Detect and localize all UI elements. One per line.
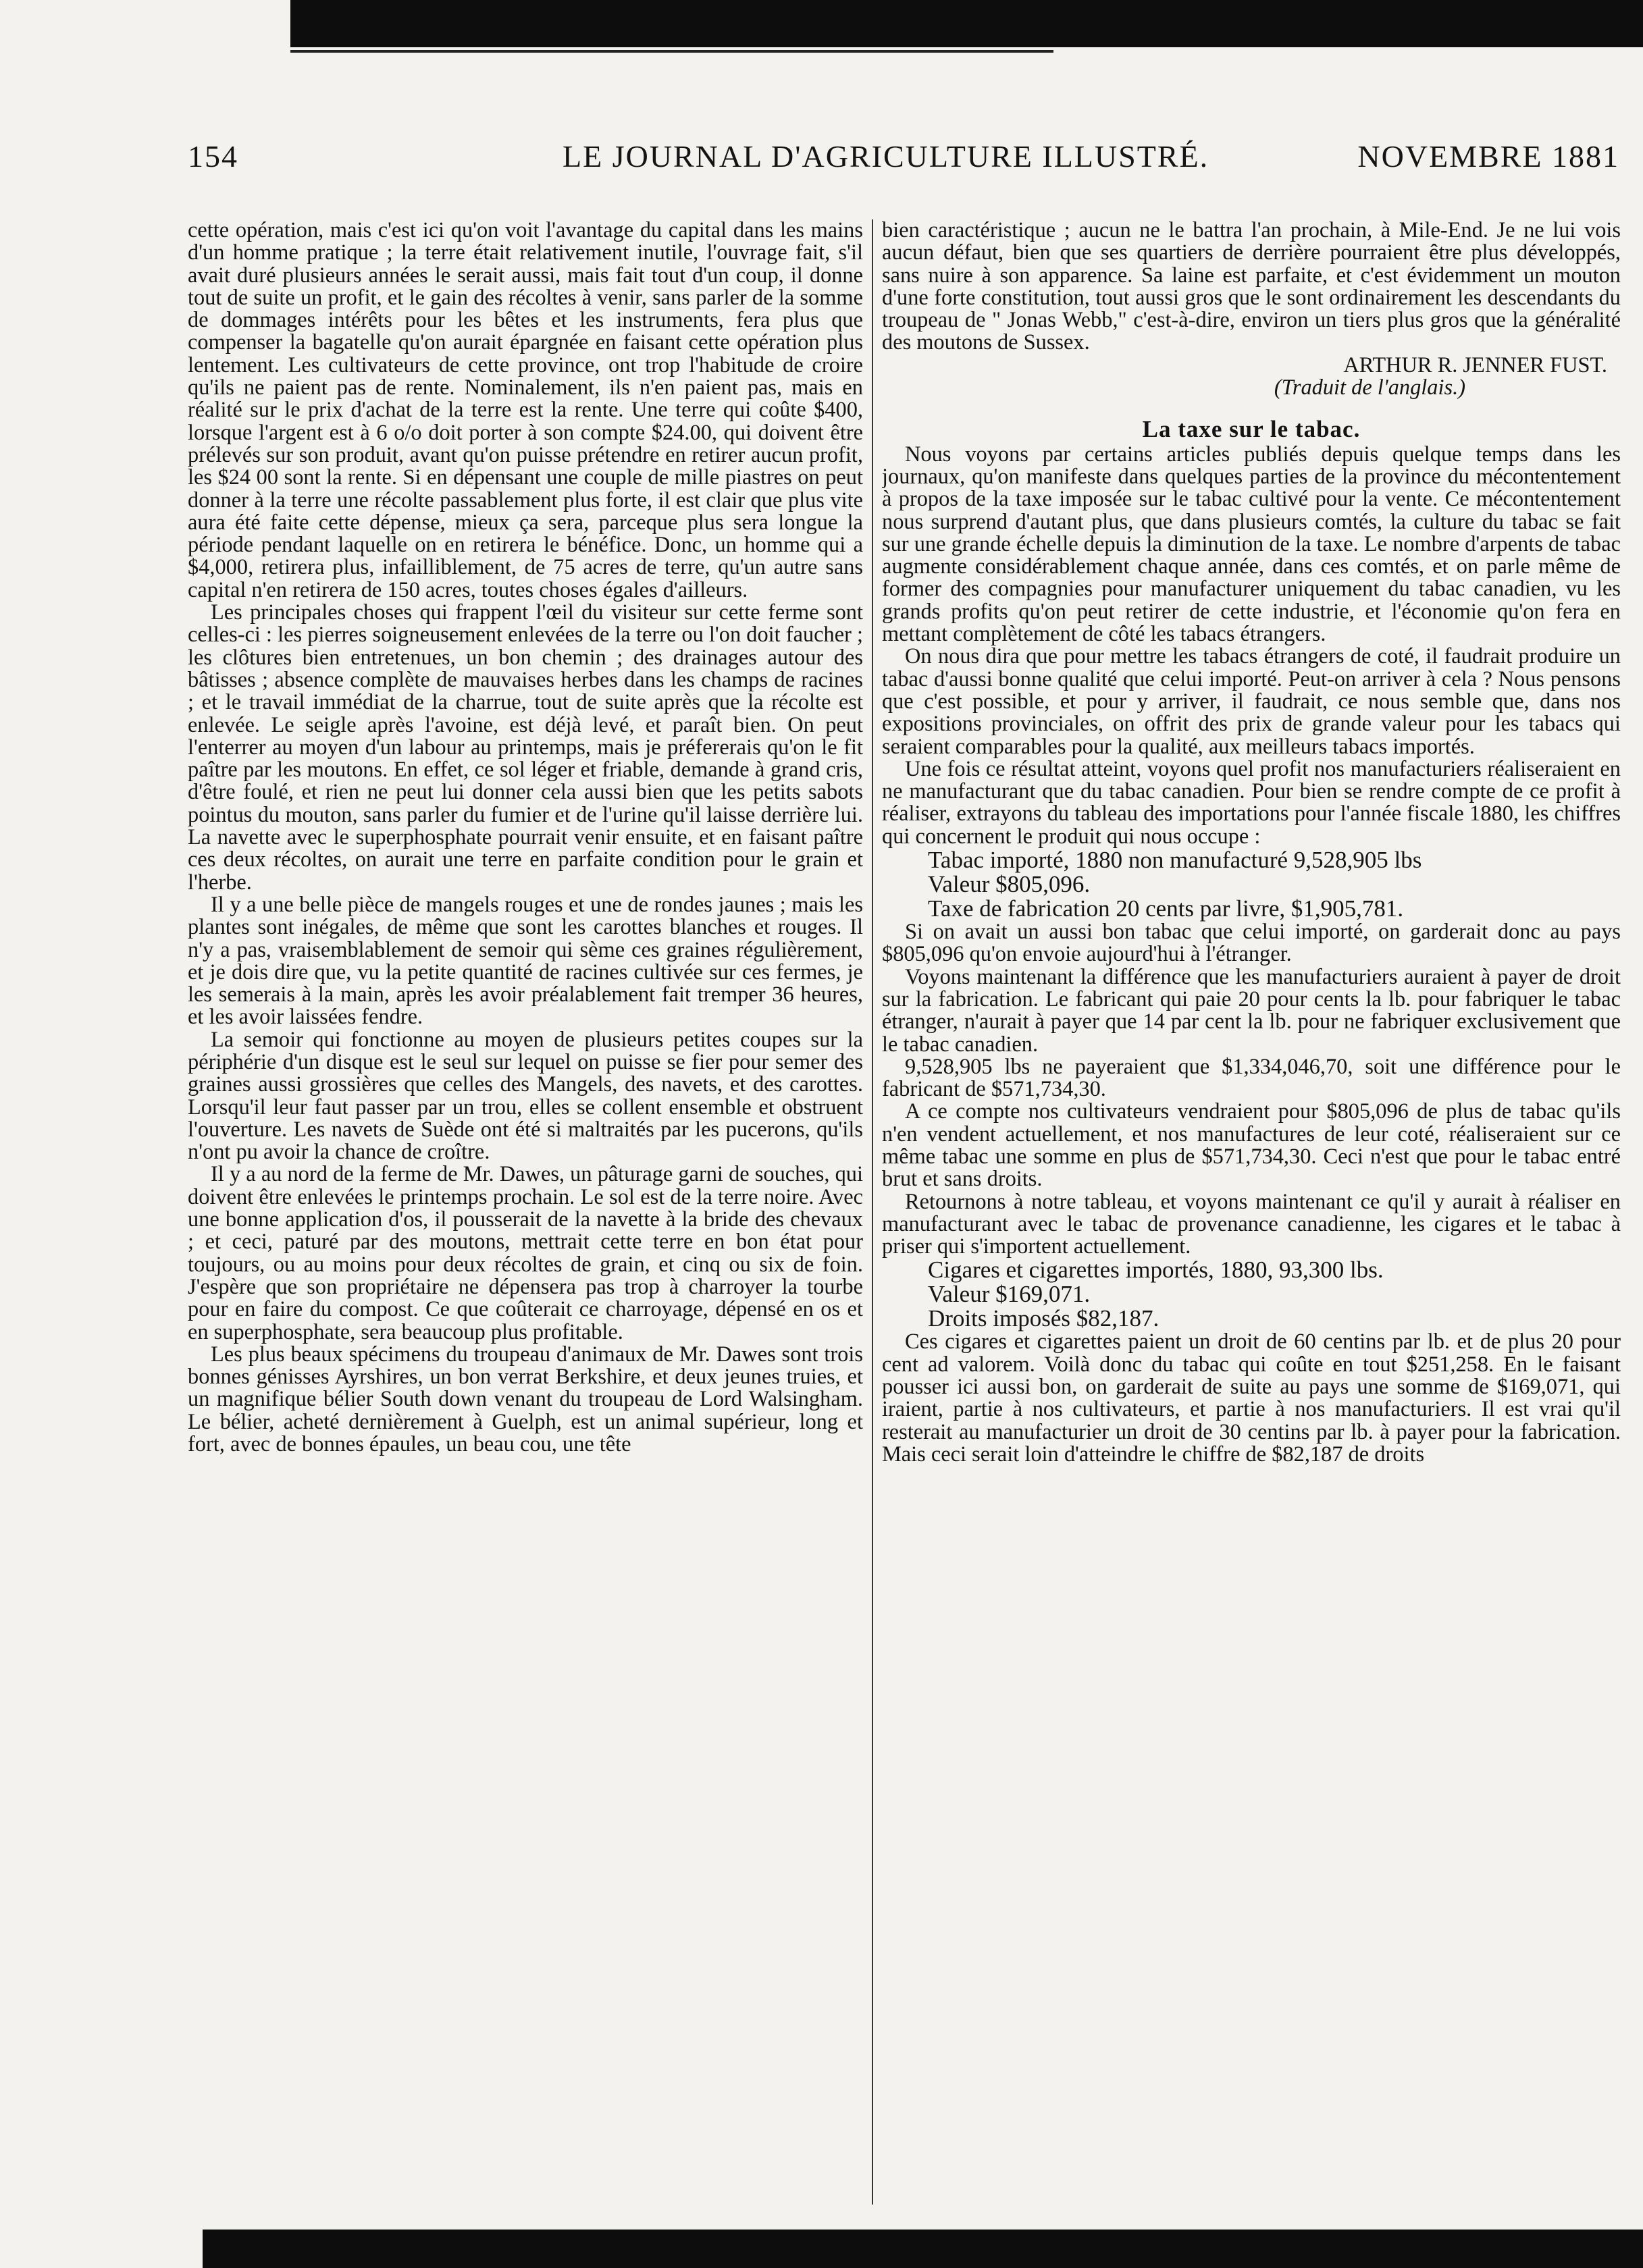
paragraph: Les principales choses qui frappent l'œil du visiteur sur cette ferme sont celles-ci : les pierres soigneusement enlevées de la terre ou l'on doit faucher ; les clôtures bien entretenues, un bon chemin ; des drainages autour des bâtisses ; absence complète de mauvaises herbes dans les champs de racines ; et le travail immédiat de la charrue, tout de suite après que la récolte est enlevée. Le seigle après l'avoine, est déjà levé, et paraît bien. On peut l'enterrer au moyen d'un labour au printemps, mais je préfererais qu'on le fit paître par les moutons. En effet, ce sol léger et friable, demande à grand cris, d'être foulé, et rien ne peut lui donner cela aussi bien que les petits sabots pointus du mouton, sans parler du fumier et de l'urine qu'il laisse derrière lui. La navette avec le superphosphate pourrait venir ensuite, et en faisant paître ces deux récoltes, on aurait une terre en parfaite condition pour le grain et l'herbe. [188, 600, 863, 895]
scan-top-bar [290, 0, 1643, 47]
left-column [188, 219, 863, 2205]
data-line: Tabac importé, 1880 non manufacturé 9,528,905 lbs [928, 847, 1422, 874]
paragraph: Il y a au nord de la ferme de Mr. Dawes, un pâturage garni de souches, qui doivent être enlevées le printemps prochain. Le sol est de la terre noire. Avec une bonne application d'os, il pousserait de la navette à la bride des chevaux ; et ceci, paturé par des moutons, mettrait cette terre en bon état pour toujours, ou au moins pour deux récoltes de grain, et cinq ou six de foin. J'espère que son propriétaire ne dépensera pas trop à charroyer la tourbe pour en faire du compost. Ce que coûterait ce charroyage, dépensé en os et en superphosphate, sera beaucoup plus profitable. [188, 1162, 863, 1344]
column-divider [872, 219, 873, 2205]
paragraph: Si on avait un aussi bon tabac que celui importé, on garderait donc au pays $805,096 qu'on envoie aujourd'hui à l'étranger. [882, 920, 1621, 967]
right-column [882, 219, 1621, 2205]
data-line: Droits imposés $82,187. [928, 1305, 1159, 1332]
paragraph: 9,528,905 lbs ne payeraient que $1,334,046,70, soit une différence pour le fabricant de $571,734,30. [882, 1054, 1621, 1102]
paragraph: On nous dira que pour mettre les tabacs étrangers de coté, il faudrait produire un tabac d'aussi bonne qualité que celui importé. Peut-on arriver à cela ? Nous pensons que c'est possible, et pour y arriver, il faudrait, ce nous semble que, dans nos expositions provinciales, on offrit des prix de grande valeur pour les tabacs qui seraient comparables pour la qualité, aux meilleurs tabacs importés. [882, 644, 1621, 759]
paragraph: A ce compte nos cultivateurs vendraient pour $805,096 de plus de tabac qu'ils n'en vendent actuellement, et nos manufactures de leur coté, réaliseraient sur ce même tabac une somme en plus de $571,734,30. Ceci n'est que pour le tabac entré brut et sans droits. [882, 1099, 1621, 1192]
paragraph: Ces cigares et cigarettes paient un droit de 60 centins par lb. et de plus 20 pour cent ad valorem. Voilà donc du tabac qui coûte en tout $251,258. En le faisant pousser ici aussi bon, on garderait de suite au pays une somme de $169,071, qui iraient, partie à nos cultivateurs, et partie à nos manufacturiers. Il est vrai qu'il resterait au manufacturier un droit de 30 centins par lb. à payer pour la fabrication. Mais ceci serait loin d'atteindre le chiffre de $82,187 de droits [882, 1329, 1621, 1467]
section-title: La taxe sur le tabac. [1142, 416, 1361, 443]
header-rule [290, 50, 1053, 53]
paragraph: Une fois ce résultat atteint, voyons quel profit nos manufacturiers réaliseraient en ne manufacturant que du tabac canadien. Pour bien se rendre compte de ce profit à réaliser, extrayons du tableau des importations pour l'année fiscale 1880, les chiffres qui concernent le produit qui nous occupe : [882, 756, 1621, 849]
issue-date: NOVEMBRE 1881 [1357, 139, 1619, 174]
paragraph: Il y a une belle pièce de mangels rouges et une de rondes jaunes ; mais les plantes sont inégales, de même que sont les carottes blanches et rouges. Il n'y a pas, vraisemblablement de semoir qui sème ces graines régulièrement, et je dois dire que, vu la petite quantité de racines cultivée sur ces fermes, je les semerais à la main, après les avoir préalablement fait tremper 36 heures, et les avoir laissées fendre. [188, 892, 863, 1030]
paragraph: bien caractéristique ; aucun ne le battra l'an prochain, à Mile-End. Je ne lui vois aucun défaut, bien que ses quartiers de derrière pourraient être plus développés, sans nuire à son apparence. Sa laine est parfaite, et c'est évidemment un mouton d'une forte constitution, tout aussi gros que le sont ordinairement les descendants du troupeau de " Jonas Webb," c'est-à-dire, environ un tiers plus gros que la généralité des moutons de Sussex. [882, 219, 1621, 355]
data-line: Valeur $169,071. [928, 1281, 1091, 1308]
data-line: Valeur $805,096. [928, 871, 1091, 898]
paragraph: La semoir qui fonctionne au moyen de plusieurs petites coupes sur la périphérie d'un disque est le seul sur lequel on puisse se fier pour semer des graines aussi grossières que celles des Mangels, des navets, et des carottes. Lorsqu'il leur faut passer par un trou, elles se collent ensemble et obstruent l'ouverture. Les navets de Suède ont été si maltraités par les pucerons, qu'ils n'ont pu avoir la chance de croître. [188, 1027, 863, 1165]
scan-bottom-bar [203, 2230, 1643, 2268]
paragraph: Voyons maintenant la différence que les manufacturiers auraient à payer de droit sur la fabrication. Le fabricant qui paie 20 pour cents la lb. pour fabriquer le tabac étranger, n'aurait à payer que 14 par cent la lb. pour ne fabriquer exclusivement que le tabac canadien. [882, 964, 1621, 1057]
author-name: ARTHUR R. JENNER FUST. [1343, 352, 1607, 377]
data-line: Cigares et cigarettes importés, 1880, 93,300 lbs. [928, 1257, 1384, 1284]
paragraph: Les plus beaux spécimens du troupeau d'animaux de Mr. Dawes sont trois bonnes génisses Ayrshires, un bon verrat Berkshire, et deux jeunes truies, et un magnifique bélier South down venant du troupeau de Lord Walsingham. Le bélier, acheté dernièrement à Guelph, est un animal supérieur, long et fort, avec de bonnes épaules, un beau cou, une tête [188, 1342, 863, 1457]
paragraph: cette opération, mais c'est ici qu'on voit l'avantage du capital dans les mains d'un homme pratique ; la terre était relativement inutile, l'ouvrage fait, s'il avait duré plusieurs années le serait aussi, mais fait tout d'un coup, il donne tout de suite un profit, et le gain des récoltes à venir, sans parler de la somme de dommages intérêts pour les bêtes et les instruments, fera plus que compenser la bagatelle qu'on aurait épargnée en faisant cette opération plus lentement. Les cultivateurs de cette province, ont trop l'habitude de croire qu'ils ne paient pas de rente. Nominalement, ils n'en paient pas, mais en réalité sur le prix d'achat de la terre est la rente. Une terre qui coûte $400, lorsque l'argent est à 6 o/o doit porter à son compte $24.00, qui doivent être prélevés sur son produit, avant qu'on puisse prétendre en retirer aucun profit, les $24 00 sont la rente. Si en dépensant une couple de mille piastres on peut donner à la terre une récolte passablement plus forte, il est clair que plus vite aura été faite cette dépense, mieux ça sera, parceque plus sera longue la période pendant laquelle on en retirera le bénéfice. Donc, un homme qui a $4,000, retirera plus, infailliblement, de 75 acres de terre, qu'un autre sans capital n'en retirera de 150 acres, toutes choses égales d'ailleurs. [188, 219, 863, 602]
journal-title: LE JOURNAL D'AGRICULTURE ILLUSTRÉ. [563, 139, 1209, 174]
data-line: Taxe de fabrication 20 cents par livre, $1,905,781. [928, 895, 1404, 922]
translation-note: (Traduit de l'anglais.) [1274, 375, 1465, 400]
paragraph: Nous voyons par certains articles publiés depuis quelque temps dans les journaux, qu'on manifeste dans quelques parties de la province du mécontentement à propos de la taxe imposée sur le tabac cultivé pour la vente. Ce mécontentement nous surprend d'autant plus, que dans plusieurs comtés, la culture du tabac se fait sur une grande échelle depuis la diminution de la taxe. Le nombre d'arpents de tabac augmente considérablement chaque année, dans ces comtés, et on parle même de former des compagnies pour manufacturer uniquement du tabac canadien, vu les grands profits qu'on peut retirer de cette industrie, et l'économie qu'on fera en mettant complètement de côté les tabacs étrangers. [882, 442, 1621, 647]
paragraph: Retournons à notre tableau, et voyons maintenant ce qu'il y aurait à réaliser en manufacturant avec le tabac de provenance canadienne, les cigares et le tabac à priser qui s'importent actuellement. [882, 1189, 1621, 1259]
page-header [188, 138, 1619, 186]
author-signature [882, 354, 1621, 377]
page-number: 154 [188, 139, 238, 174]
